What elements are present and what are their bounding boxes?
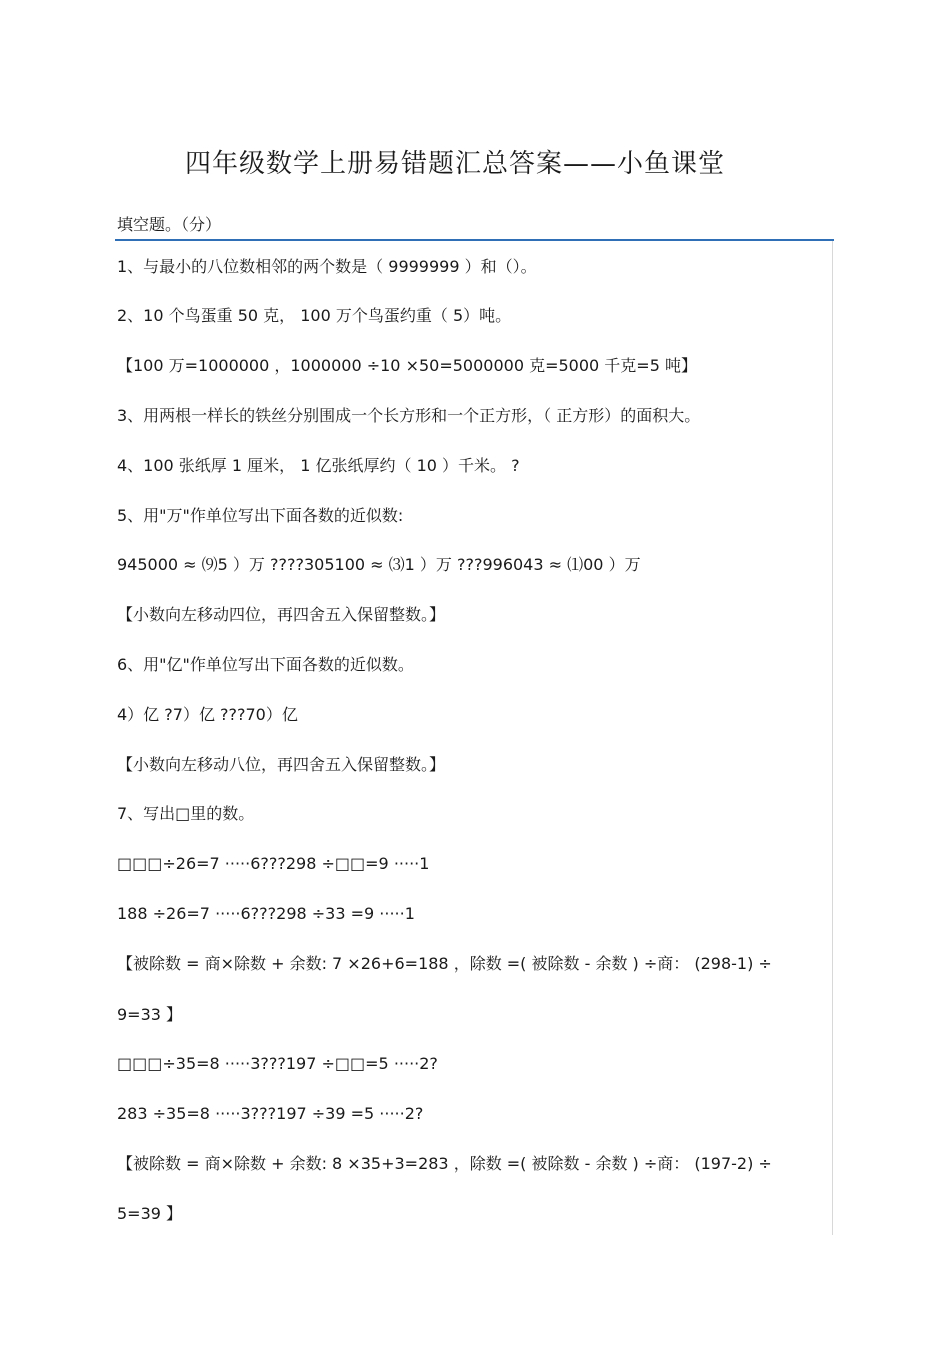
question-7-problem-b: □□□÷35=8 ·····3???197 ÷□□=5 ·····2? <box>117 1054 438 1073</box>
question-3: 3、用两根一样长的铁丝分别围成一个长方形和一个正方形，（ 正方形）的面积大。 <box>117 406 701 425</box>
question-6: 6、用"亿"作单位写出下面各数的近似数。 <box>117 655 414 674</box>
content-panel <box>115 241 833 1235</box>
answer-note-7-b: 【被除数 = 商×除数 + 余数: 8 ×35+3=283 ，除数 =( 被除数 - 余数 ) ÷商： (197-2) ÷ <box>117 1154 772 1173</box>
question-2: 2、10 个鸟蛋重 50 克， 100 万个鸟蛋约重（ 5）吨。 <box>117 306 512 325</box>
answer-note-5: 【小数向左移动四位，再四舍五入保留整数。】 <box>117 605 446 624</box>
answer-note-7-b-continued: 5=39 】 <box>117 1204 183 1223</box>
answer-note-6: 【小数向左移动八位，再四舍五入保留整数。】 <box>117 755 446 774</box>
answer-6: 4）亿 ?7）亿 ???70）亿 <box>117 705 298 724</box>
answer-note-2: 【100 万=1000000 ，1000000 ÷10 ×50=5000000 克=5000 千克=5 吨】 <box>117 356 697 375</box>
answer-note-7-a-continued: 9=33 】 <box>117 1005 183 1024</box>
answer-7-b: 283 ÷35=8 ·····3???197 ÷39 =5 ·····2? <box>117 1104 424 1123</box>
question-5: 5、用"万"作单位写出下面各数的近似数: <box>117 506 404 525</box>
answer-note-7-a: 【被除数 = 商×除数 + 余数: 7 ×26+6=188 ，除数 =( 被除数 - 余数 ) ÷商： (298-1) ÷ <box>117 954 772 973</box>
section-heading: 填空题。（分） <box>117 215 222 234</box>
page-title: 四年级数学上册易错题汇总答案——小鱼课堂 <box>184 149 725 179</box>
question-4: 4、100 张纸厚 1 厘米， 1 亿张纸厚约（ 10 ）千米。 ? <box>117 456 520 475</box>
question-7-problem-a: □□□÷26=7 ·····6???298 ÷□□=9 ·····1 <box>117 854 430 873</box>
answer-5: 945000 ≈ ⑼5 ）万 ????305100 ≈ ⑶1 ）万 ???996043 ≈ ⑴00 ）万 <box>117 555 641 574</box>
question-1: 1、与最小的八位数相邻的两个数是（ 9999999 ）和（）。 <box>117 257 537 276</box>
question-7: 7、写出□里的数。 <box>117 804 255 823</box>
answer-7-a: 188 ÷26=7 ·····6???298 ÷33 =9 ·····1 <box>117 904 415 923</box>
